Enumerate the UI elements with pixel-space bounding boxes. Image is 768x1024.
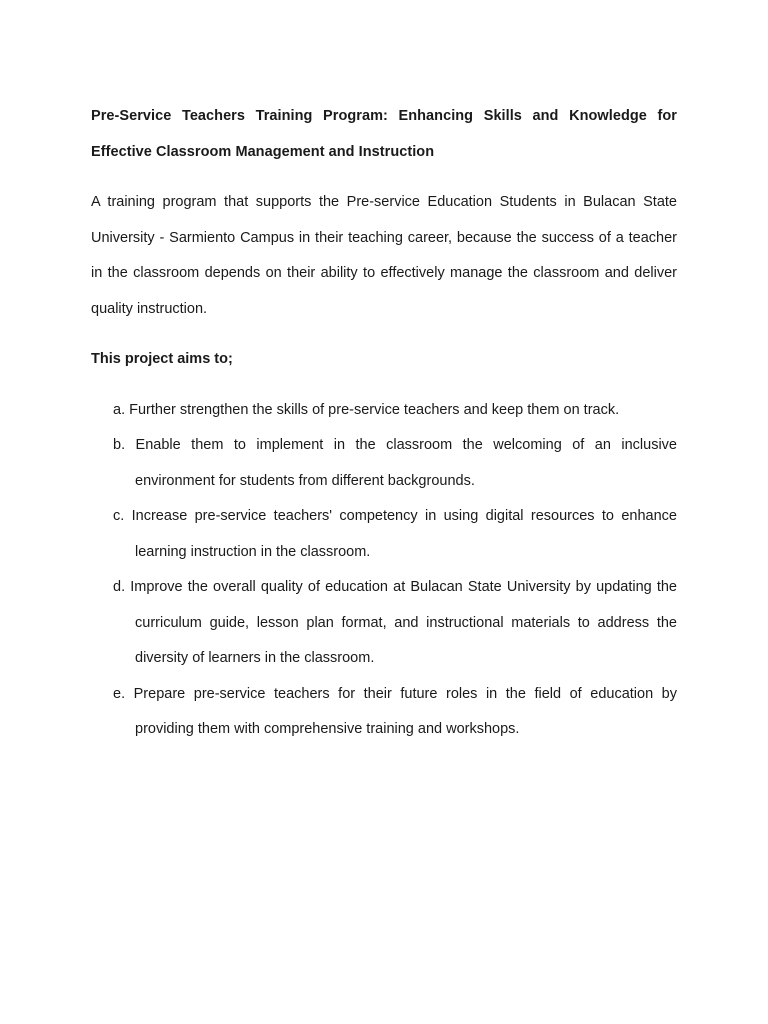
aim-item-a: a. Further strengthen the skills of pre-service teachers and keep them on track.	[113, 401, 620, 418]
aims-list	[91, 393, 677, 748]
aim-item-e: e. Prepare pre-service teachers for their future roles in the field of education by providing them with comprehensive training and workshops.	[113, 685, 677, 737]
intro-paragraph: A training program that supports the Pre-service Education Students in Bulacan State University - Sarmiento Campus in their teaching career, because the success of a teacher in the classroom depends on their ability to effectively manage the classroom and deliver quality instruction.	[91, 194, 677, 317]
document-title: Pre-Service Teachers Training Program: Enhancing Skills and Knowledge for Effective Classroom Management and Instruction	[91, 108, 677, 160]
document-body	[91, 99, 677, 748]
aim-item-b: b. Enable them to implement in the classroom the welcoming of an inclusive environment for students from different backgrounds.	[113, 437, 677, 489]
aim-item-c: c. Increase pre-service teachers' competency in using digital resources to enhance learning instruction in the classroom.	[113, 508, 677, 560]
aim-item-d: d. Improve the overall quality of education at Bulacan State University by updating the curriculum guide, lesson plan format, and instructional materials to address the diversity of learners in the classroom.	[113, 579, 677, 666]
aims-heading: This project aims to;	[91, 351, 233, 367]
